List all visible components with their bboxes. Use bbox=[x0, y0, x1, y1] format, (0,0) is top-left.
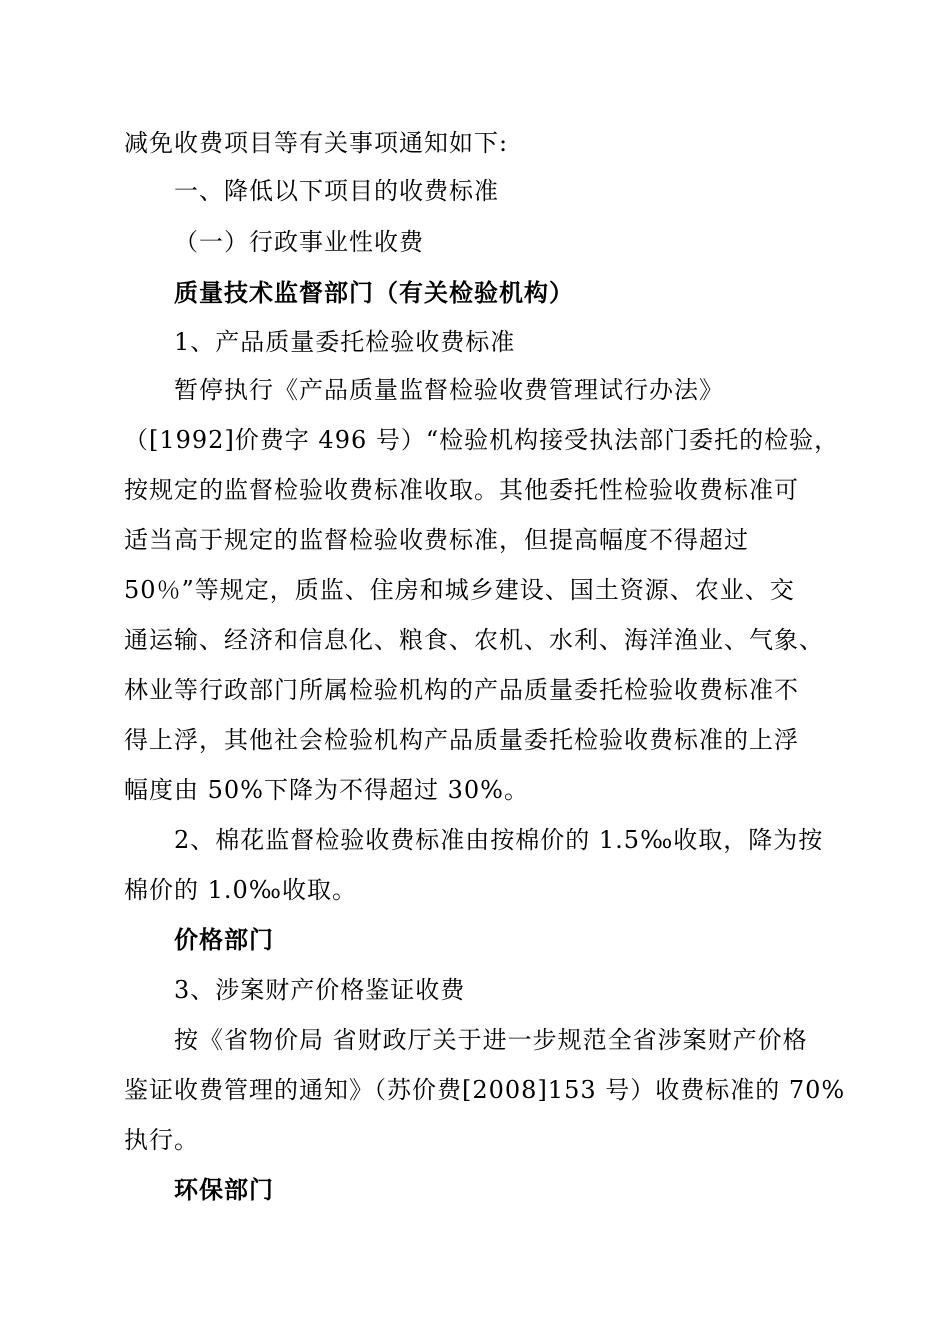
paragraph-line: 按规定的监督检验收费标准收取。其他委托性检验收费标准可 bbox=[124, 476, 799, 504]
department-heading-quality: 质量技术监督部门（有关检验机构） bbox=[174, 278, 574, 307]
paragraph-line: 通运输、经济和信息化、粮食、农机、水利、海洋渔业、气象、 bbox=[124, 626, 824, 654]
paragraph-line: （[1992]价费字 496 号）“检验机构接受执法部门委托的检验， bbox=[124, 426, 840, 454]
paragraph-line: 幅度由 50%下降为不得超过 30%。 bbox=[124, 776, 529, 804]
department-heading-price: 价格部门 bbox=[174, 925, 274, 954]
paragraph-line: 执行。 bbox=[124, 1126, 199, 1154]
item-2-line: 棉价的 1.0‰收取。 bbox=[124, 876, 357, 904]
paragraph-line: 林业等行政部门所属检验机构的产品质量委托检验收费标准不 bbox=[124, 676, 799, 704]
paragraph-line: 适当高于规定的监督检验收费标准，但提高幅度不得超过 bbox=[124, 526, 749, 554]
item-2-line: 2、棉花监督检验收费标准由按棉价的 1.5‰收取，降为按 bbox=[174, 826, 824, 854]
subsection-heading: （一）行政事业性收费 bbox=[174, 228, 424, 256]
paragraph-line: 50％”等规定，质监、住房和城乡建设、国土资源、农业、交 bbox=[124, 576, 795, 604]
paragraph-line: 暂停执行《产品质量监督检验收费管理试行办法》 bbox=[174, 376, 724, 404]
intro-line: 减免收费项目等有关事项通知如下: bbox=[124, 129, 509, 157]
item-1-title: 1、产品质量委托检验收费标准 bbox=[174, 328, 516, 356]
department-heading-environment: 环保部门 bbox=[174, 1175, 274, 1204]
paragraph-line: 鉴证收费管理的通知》（苏价费[2008]153 号）收费标准的 70% bbox=[124, 1076, 846, 1104]
paragraph-line: 得上浮，其他社会检验机构产品质量委托检验收费标准的上浮 bbox=[124, 726, 799, 754]
section-heading: 一、降低以下项目的收费标准 bbox=[174, 177, 499, 205]
item-3-title: 3、涉案财产价格鉴证收费 bbox=[174, 976, 466, 1004]
paragraph-line: 按《省物价局 省财政厅关于进一步规范全省涉案财产价格 bbox=[174, 1026, 808, 1054]
